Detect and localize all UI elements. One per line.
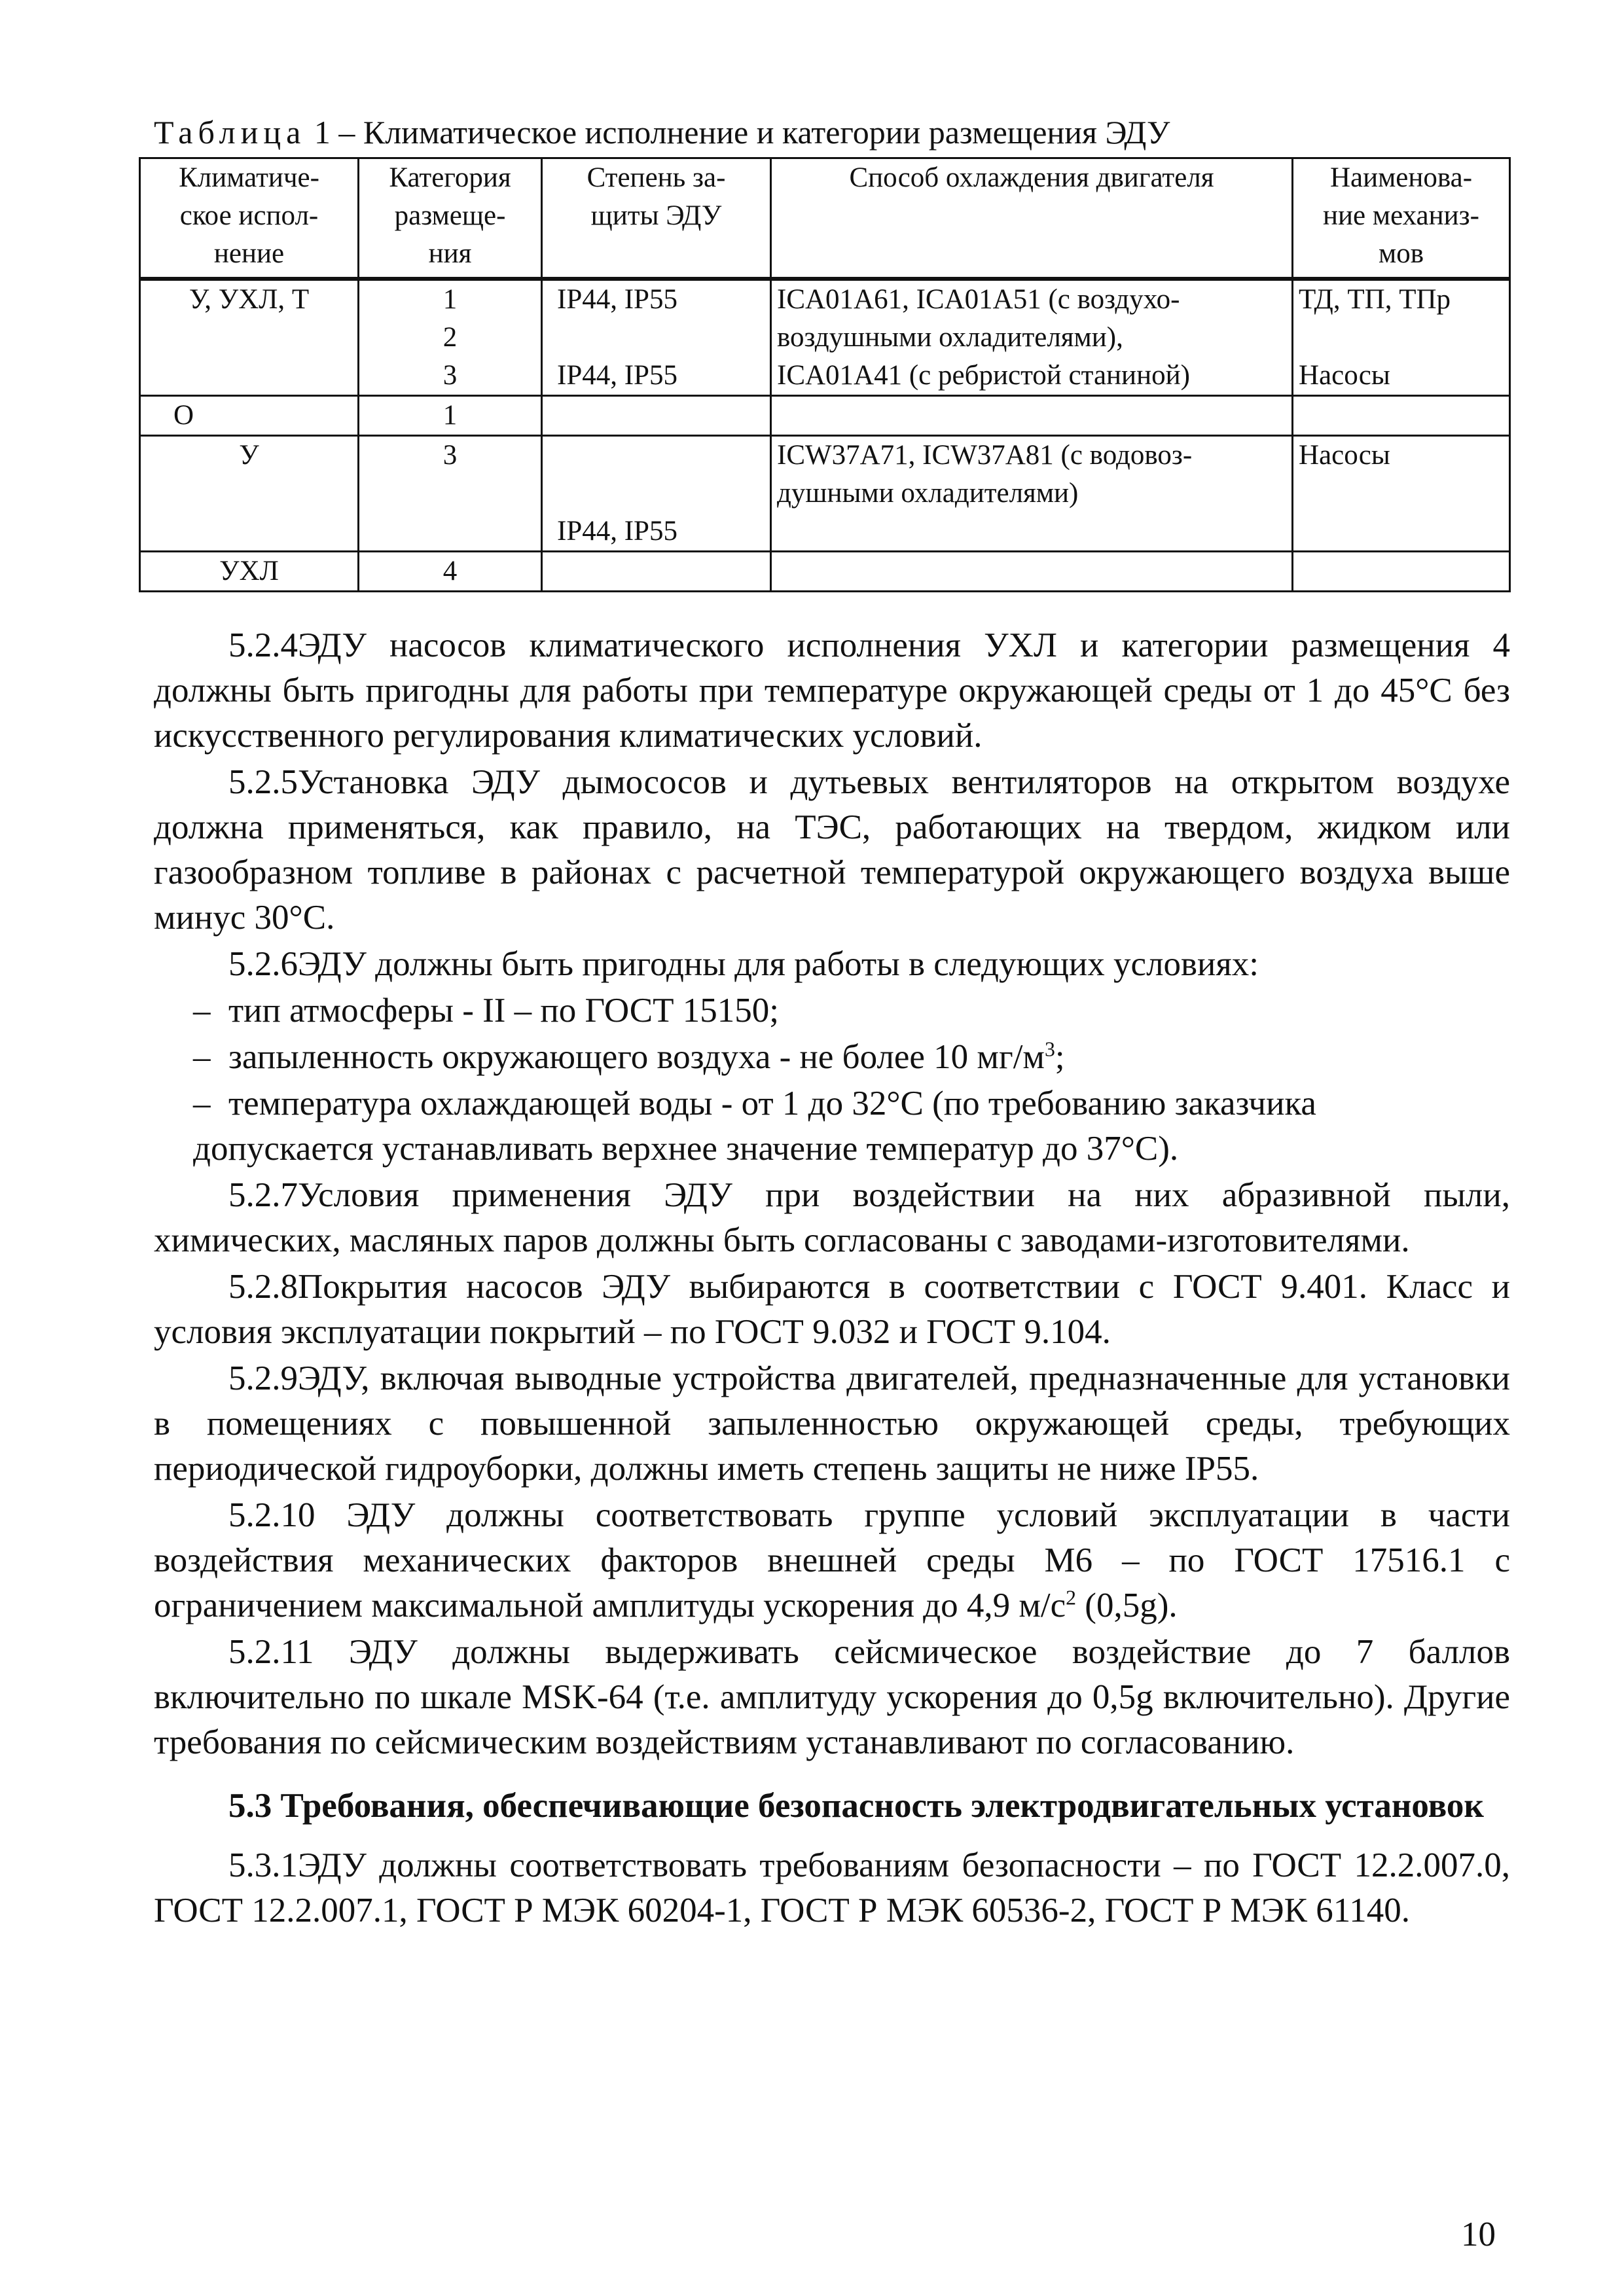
cell-text: 3 — [442, 359, 458, 391]
table-row — [140, 395, 1510, 435]
table-caption — [154, 113, 1170, 152]
header-line: Климатиче- — [179, 162, 319, 193]
cell-climate — [140, 395, 359, 435]
cell-protection — [542, 435, 771, 551]
page-number: 10 — [1461, 2215, 1496, 2253]
cell-cooling — [771, 435, 1293, 551]
paragraph-5-2-4: 5.2.4ЭДУ насосов климатического исполнения УХЛ и категории размещения 4 должны быть пригодны для работы при температуре окружающей среды от 1 до 45°С без искусственного регулирования климатических условий. — [154, 626, 1510, 755]
header-cooling — [771, 158, 1293, 279]
header-line: Наименова- — [1329, 162, 1473, 193]
header-protection — [542, 158, 771, 279]
section-heading-5-3: 5.3 Требования, обеспечивающие безопасность электродвигательных установок — [228, 1787, 1484, 1825]
header-line: ние механиз- — [1323, 200, 1479, 231]
cell-protection — [542, 395, 771, 435]
cell-text: ICW37A71, ICW37A81 (с водовоз- — [777, 439, 1193, 471]
cell-text: Насосы — [1299, 439, 1390, 471]
table-row — [140, 279, 1510, 396]
table-caption-label: Таблица — [154, 114, 306, 151]
cell-climate — [140, 551, 359, 591]
cell-text — [557, 475, 765, 512]
cell-text: 2 — [442, 321, 458, 353]
cell-category — [359, 395, 542, 435]
superscript: 2 — [1066, 1586, 1077, 1609]
cell-mechanisms — [1293, 435, 1510, 551]
list-item-text: запыленность окружающего воздуха - не более 10 мг/м — [228, 1038, 1045, 1076]
header-climate — [140, 158, 359, 279]
header-line: размеще- — [394, 200, 506, 231]
header-line: нение — [213, 238, 285, 269]
cell-text — [557, 437, 765, 475]
paragraph-text: 5.2.10 ЭДУ должны соответствовать группе условий эксплуатации в части воздействия механических факторов внешней среды М6 – по ГОСТ 17516.1 с ограничением максимальной амплитуды ускорения до 4,9 м/с — [154, 1496, 1510, 1624]
cell-text: IP44, IP55 — [557, 283, 677, 315]
cell-text: 1 — [442, 283, 458, 315]
cell-protection — [542, 279, 771, 396]
cell-mechanisms — [1293, 395, 1510, 435]
cell-category — [359, 551, 542, 591]
header-line: Степень за- — [586, 162, 726, 193]
climate-table — [139, 157, 1511, 592]
dash-marker: – — [193, 1085, 211, 1122]
cell-text — [1299, 319, 1504, 357]
cell-climate — [140, 435, 359, 551]
cell-protection — [542, 551, 771, 591]
table-caption-text: 1 – Климатическое исполнение и категории размещения ЭДУ — [314, 114, 1170, 151]
cell-cooling — [771, 395, 1293, 435]
cell-text: УХЛ — [219, 555, 279, 586]
paragraph-5-2-11: 5.2.11 ЭДУ должны выдерживать сейсмическое воздействие до 7 баллов включительно по шкале MSK-64 (т.е. амплитуду ускорения до 0,5g включительно). Другие требования по сейсмическим воздействиям устанавливают по согласованию. — [154, 1633, 1510, 1761]
paragraph-text: (0,5g). — [1076, 1587, 1178, 1624]
list-item — [193, 1081, 1510, 1126]
cell-text: 4 — [442, 555, 458, 586]
paragraph-5-2-8: 5.2.8Покрытия насосов ЭДУ выбираются в соответствии с ГОСТ 9.401. Класс и условия эксплуатации покрытий – по ГОСТ 9.032 и ГОСТ 9.104. — [154, 1268, 1510, 1351]
cell-text: 3 — [442, 439, 458, 471]
cell-climate — [140, 279, 359, 396]
paragraph-5-2-9: 5.2.9ЭДУ, включая выводные устройства двигателей, предназначенные для установки в помещениях с повышенной запыленностью окружающей среды, требующих периодической гидроуборки, должны иметь степень защиты не ниже IP55. — [154, 1359, 1510, 1488]
cell-text: Насосы — [1299, 359, 1390, 391]
header-line: ния — [428, 238, 472, 269]
list-item-text: ; — [1055, 1038, 1065, 1076]
header-line: мов — [1378, 238, 1424, 269]
list-item-continuation: допускается устанавливать верхнее значение температур до 37°С). — [193, 1130, 1179, 1168]
cell-text: ICA01A61, ICA01A51 (с воздухо- — [777, 283, 1180, 315]
dash-marker: – — [193, 992, 211, 1030]
paragraph-5-2-10 — [154, 1493, 1510, 1628]
cell-text: 1 — [442, 399, 458, 431]
cell-text: О — [173, 399, 194, 431]
table-row — [140, 551, 1510, 591]
cell-cooling — [771, 279, 1293, 396]
body-text — [154, 623, 1510, 1933]
paragraph-5-2-6: 5.2.6ЭДУ должны быть пригодны для работы в следующих условиях: — [228, 945, 1259, 983]
cell-text: ТД, ТП, ТПр — [1299, 283, 1451, 315]
header-mechanisms — [1293, 158, 1510, 279]
cell-mechanisms — [1293, 279, 1510, 396]
header-line: ское испол- — [179, 200, 319, 231]
list-item — [193, 1035, 1510, 1080]
cell-text: У — [239, 439, 259, 471]
header-category — [359, 158, 542, 279]
table-row — [140, 435, 1510, 551]
table-header-row — [140, 158, 1510, 279]
list-item — [193, 988, 1510, 1033]
paragraph-5-3-1: 5.3.1ЭДУ должны соответствовать требованиям безопасности – по ГОСТ 12.2.007.0, ГОСТ 12.2.007.1, ГОСТ Р МЭК 60204-1, ГОСТ Р МЭК 60536-2, ГОСТ Р МЭК 61140. — [154, 1846, 1510, 1929]
header-line: щиты ЭДУ — [590, 200, 722, 231]
cell-category — [359, 435, 542, 551]
cell-text: IP44, IP55 — [557, 515, 677, 547]
cell-text: душными охладителями) — [777, 477, 1079, 509]
cell-mechanisms — [1293, 551, 1510, 591]
cell-category — [359, 279, 542, 396]
cell-text: IP44, IP55 — [557, 359, 677, 391]
cell-text — [557, 319, 765, 357]
cell-text: У, УХЛ, Т — [189, 283, 310, 315]
header-line: Способ охлаждения двигателя — [849, 162, 1214, 193]
paragraph-5-2-5: 5.2.5Установка ЭДУ дымососов и дутьевых вентиляторов на открытом воздухе должна применяться, как правило, на ТЭС, работающих на твердом, жидком или газообразном топливе в районах с расчетной температурой окружающего воздуха выше минус 30°С. — [154, 763, 1510, 937]
cell-cooling — [771, 551, 1293, 591]
superscript: 3 — [1044, 1037, 1055, 1061]
dash-marker: – — [193, 1038, 211, 1076]
list-item-text: тип атмосферы - II – по ГОСТ 15150; — [228, 992, 779, 1030]
cell-text: воздушными охладителями), — [777, 321, 1123, 353]
cell-text: ICA01A41 (с ребристой станиной) — [777, 359, 1190, 391]
header-line: Категория — [389, 162, 511, 193]
paragraph-5-2-7: 5.2.7Условия применения ЭДУ при воздействии на них абразивной пыли, химических, масляных паров должны быть согласованы с заводами-изготовителями. — [154, 1176, 1510, 1259]
list-item-text: температура охлаждающей воды - от 1 до 32°С (по требованию заказчика — [228, 1085, 1316, 1122]
